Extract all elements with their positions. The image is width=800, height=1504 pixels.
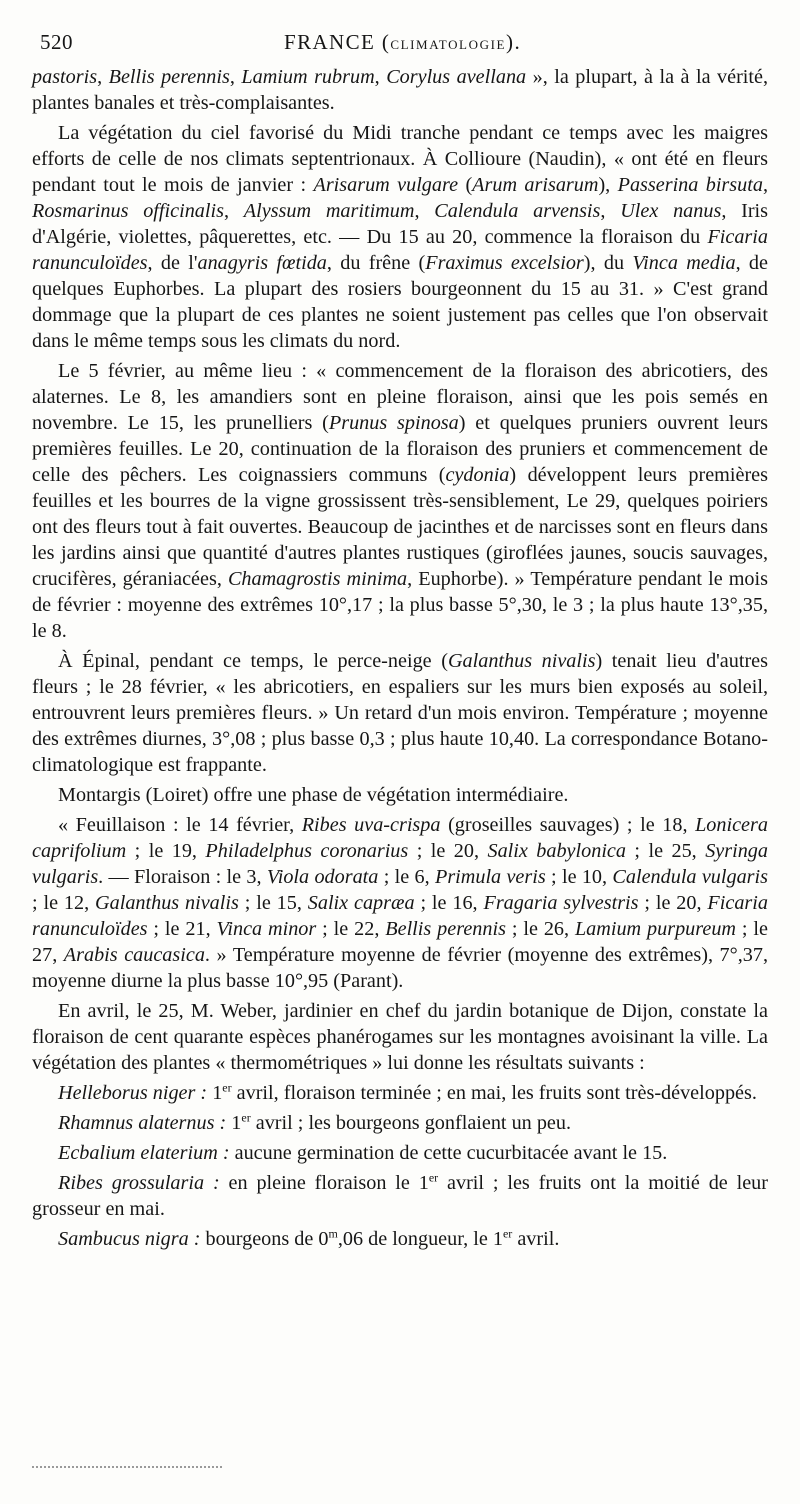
text-run: bourgeons de 0 bbox=[200, 1228, 329, 1250]
species-name: Ribes grossularia : bbox=[58, 1172, 220, 1194]
ordinal-suffix: er bbox=[222, 1080, 232, 1095]
text-run: avril ; les bourgeons gonflaient un peu. bbox=[250, 1112, 572, 1134]
species-name: Prunus spinosa bbox=[328, 412, 459, 434]
species-name: pastoris bbox=[32, 66, 98, 88]
species-name: Vinca minor bbox=[216, 918, 317, 940]
text-run: ; le 12, bbox=[32, 892, 96, 914]
species-name: Primula veris bbox=[434, 866, 546, 888]
text-run: . » Température moyenne de février (moyenne des extrêmes), 7°,37, moyenne diurne la plus basse 10°,95 (Parant). bbox=[32, 944, 768, 992]
text-run: , bbox=[414, 200, 435, 222]
text-run: ; le 21, bbox=[147, 918, 217, 940]
species-name: Arisarum vulgare bbox=[313, 174, 459, 196]
paragraph-6 bbox=[32, 812, 768, 994]
species-name: Arabis caucasica bbox=[63, 944, 205, 966]
text-run: En avril, le 25, M. Weber, jardinier en chef du jardin botanique de Dijon, constate la floraison de cent quarante espèces phanérogames sur les montagnes avoisinant la ville. La végétation des plantes « thermométriques » lui donne les résultats suivants : bbox=[32, 1000, 768, 1074]
header-close: ). bbox=[506, 30, 522, 54]
species-name: Chamagrostis minima bbox=[227, 568, 408, 590]
plant-entry-rhamnus bbox=[32, 1110, 768, 1136]
species-name: Passerina birsuta bbox=[617, 174, 763, 196]
ordinal-suffix: er bbox=[502, 1226, 513, 1241]
species-name: Calendula vulgaris bbox=[612, 866, 769, 888]
unit-superscript: m bbox=[328, 1226, 338, 1241]
species-name: Vinca media bbox=[632, 252, 736, 274]
species-name: Ribes uva-crispa bbox=[301, 814, 441, 836]
species-name: Lamium rubrum bbox=[241, 66, 375, 88]
species-name: Rosmarinus officinalis bbox=[32, 200, 224, 222]
species-name: Corylus avellana bbox=[386, 66, 527, 88]
text-run: Le 5 février, au même lieu : « commencement de la floraison des abricotiers, des alaternes. Le 8, les amandiers sont en pleine floraison, ainsi que les pois semés en novembre. Le 15, les prunelliers ( bbox=[32, 360, 768, 434]
species-name: Rhamnus alaternus : bbox=[58, 1112, 227, 1134]
species-name: Galanthus nivalis bbox=[95, 892, 239, 914]
species-name: Ficaria ranunculoïdes bbox=[32, 892, 768, 940]
text-run: (groseilles sauvages) ; le 18, bbox=[440, 814, 696, 836]
plant-entry-ecbalium bbox=[32, 1140, 768, 1166]
page-number: 520 bbox=[40, 30, 73, 54]
paragraph-3 bbox=[32, 358, 768, 644]
text-run: ; le 27, bbox=[32, 918, 768, 966]
paragraph-4 bbox=[32, 648, 768, 778]
text-run: ; le 20, bbox=[408, 840, 488, 862]
text-run: , bbox=[374, 66, 387, 88]
text-run: ; le 6, bbox=[378, 866, 435, 888]
species-name: cydonia bbox=[445, 464, 510, 486]
species-name: Ficaria ranunculoïdes bbox=[32, 226, 768, 274]
body-text bbox=[32, 64, 768, 1256]
species-name: Bellis perennis bbox=[108, 66, 230, 88]
text-run: , Euphorbe). » Température pendant le mois de février : moyenne des extrêmes 10°,17 ; la plus basse 5°,30, le 3 ; la plus haute 13°,35, le 8. bbox=[32, 568, 768, 642]
text-run: , bbox=[600, 200, 621, 222]
species-name: Alyssum maritimum bbox=[243, 200, 415, 222]
species-name: Philadelphus coronarius bbox=[205, 840, 409, 862]
text-run: ) tenait lieu d'autres fleurs ; le 28 février, « les abricotiers, en espaliers sur les murs bien exposés au soleil, entrouvrent leurs premières fleurs. » Un retard d'un mois environ. Température ; moyenne des extrêmes diurnes, 3°,08 ; plus basse 0,3 ; plus haute 10,40. La correspondance Botano-climatologique est frappante. bbox=[32, 650, 769, 776]
plant-entry-ribes bbox=[32, 1170, 768, 1222]
text-run: ,06 de longueur, le 1 bbox=[337, 1228, 503, 1250]
species-name: Lonicera caprifolium bbox=[32, 814, 768, 862]
ordinal-suffix: er bbox=[241, 1110, 251, 1125]
text-run: Montargis (Loiret) offre une phase de végétation intermédiaire. bbox=[58, 784, 569, 806]
text-run: 1 bbox=[226, 1112, 242, 1134]
paragraph-2 bbox=[32, 120, 768, 354]
species-name: Lamium purpureum bbox=[574, 918, 737, 940]
text-run: ) et quelques pruniers ouvrent leurs premières feuilles. Le 20, continuation de la floraison des pruniers et commencement de celle des pêchers. Les coignassiers communs ( bbox=[32, 412, 768, 486]
text-run: ( bbox=[458, 174, 473, 196]
species-name: anagyris fœtida bbox=[197, 252, 327, 274]
species-name: Arum arisarum bbox=[472, 174, 599, 196]
text-run: ), du bbox=[583, 252, 633, 274]
species-name: Fragaria sylvestris bbox=[483, 892, 639, 914]
paragraph-7 bbox=[32, 998, 768, 1076]
text-run: avril. bbox=[512, 1228, 560, 1250]
text-run: , bbox=[229, 66, 242, 88]
species-name: Viola odorata bbox=[266, 866, 379, 888]
species-name: Ulex nanus bbox=[620, 200, 722, 222]
text-run: , du frêne ( bbox=[326, 252, 426, 274]
text-run: , bbox=[762, 174, 768, 196]
text-run: ; le 16, bbox=[414, 892, 484, 914]
species-name: Ecbalium elaterium : bbox=[58, 1142, 230, 1164]
text-run: , de l' bbox=[147, 252, 198, 274]
ordinal-suffix: er bbox=[428, 1170, 439, 1185]
text-run: ; le 20, bbox=[638, 892, 708, 914]
text-run: ; le 25, bbox=[625, 840, 706, 862]
text-run: À Épinal, pendant ce temps, le perce-neige ( bbox=[58, 650, 448, 672]
text-run: ; le 10, bbox=[545, 866, 613, 888]
text-run: avril ; les fruits ont la moitié de leur grosseur en mai. bbox=[32, 1172, 768, 1220]
text-run: ; le 26, bbox=[505, 918, 575, 940]
header-subtitle: CLIMATOLOGIE bbox=[390, 37, 507, 52]
text-run: , Iris d'Algérie, violettes, pâquerettes, etc. — Du 15 au 20, commence la floraison du bbox=[32, 200, 769, 248]
text-run: , bbox=[97, 66, 109, 88]
text-run: « Feuillaison : le 14 février, bbox=[58, 814, 302, 836]
running-header bbox=[284, 30, 521, 55]
text-run: ), bbox=[598, 174, 618, 196]
text-run: ; le 19, bbox=[126, 840, 206, 862]
text-run: , de quelques Euphorbes. La plupart des rosiers bourgeonnent du 15 au 31. » C'est grand dommage que la plupart de ces plantes ne soient justement pas celles que l'on observait dans le même temps sous les climats du nord. bbox=[32, 252, 768, 352]
text-run: ; le 15, bbox=[238, 892, 308, 914]
species-name: Salix capræa bbox=[307, 892, 415, 914]
species-name: Fraximus excelsior bbox=[425, 252, 584, 274]
paragraph-1 bbox=[32, 64, 768, 116]
species-name: Bellis perennis bbox=[385, 918, 506, 940]
header-title: FRANCE bbox=[284, 30, 376, 54]
species-name: Syringa vulgaris bbox=[32, 840, 768, 888]
text-run: , bbox=[223, 200, 244, 222]
text-run: aucune germination de cette cucurbitacée avant le 15. bbox=[229, 1142, 668, 1164]
text-run: avril, floraison terminée ; en mai, les fruits sont très-développés. bbox=[231, 1082, 757, 1104]
plant-entry-helleborus bbox=[32, 1080, 768, 1106]
text-run: ) développent leurs premières feuilles et les bourres de la vigne grossissent très-sensiblement, Le 29, quelques poiriers ont des fleurs tout à fait ouvertes. Beaucoup de jacinthes et de narcisses sont en fleurs dans les jardins ainsi que quantité d'autres plantes rustiques (giroflées jaunes, soucis sauvages, crucifères, géraniacées, bbox=[32, 464, 768, 590]
text-run: ; le 22, bbox=[316, 918, 386, 940]
header-open: ( bbox=[375, 30, 391, 54]
text-run: . — Floraison : le 3, bbox=[98, 866, 267, 888]
paragraph-5 bbox=[32, 782, 768, 808]
species-name: Sambucus nigra : bbox=[58, 1228, 201, 1250]
text-run: en pleine floraison le 1 bbox=[219, 1172, 429, 1194]
species-name: Galanthus nivalis bbox=[447, 650, 596, 672]
plant-entry-sambucus bbox=[32, 1226, 768, 1252]
text-run: », la plupart, à la à la vérité, plantes banales et très-complaisantes. bbox=[32, 66, 769, 114]
text-run: 1 bbox=[207, 1082, 223, 1104]
species-name: Helleborus niger : bbox=[58, 1082, 208, 1104]
text-run: La végétation du ciel favorisé du Midi tranche pendant ce temps avec les maigres efforts de celle de nos climats septentrionaux. À Collioure (Naudin), « ont été en fleurs pendant tout le mois de janvier : bbox=[32, 122, 768, 196]
footer-dotted-rule bbox=[32, 1466, 222, 1468]
species-name: Calendula arvensis bbox=[434, 200, 601, 222]
species-name: Salix babylonica bbox=[487, 840, 626, 862]
